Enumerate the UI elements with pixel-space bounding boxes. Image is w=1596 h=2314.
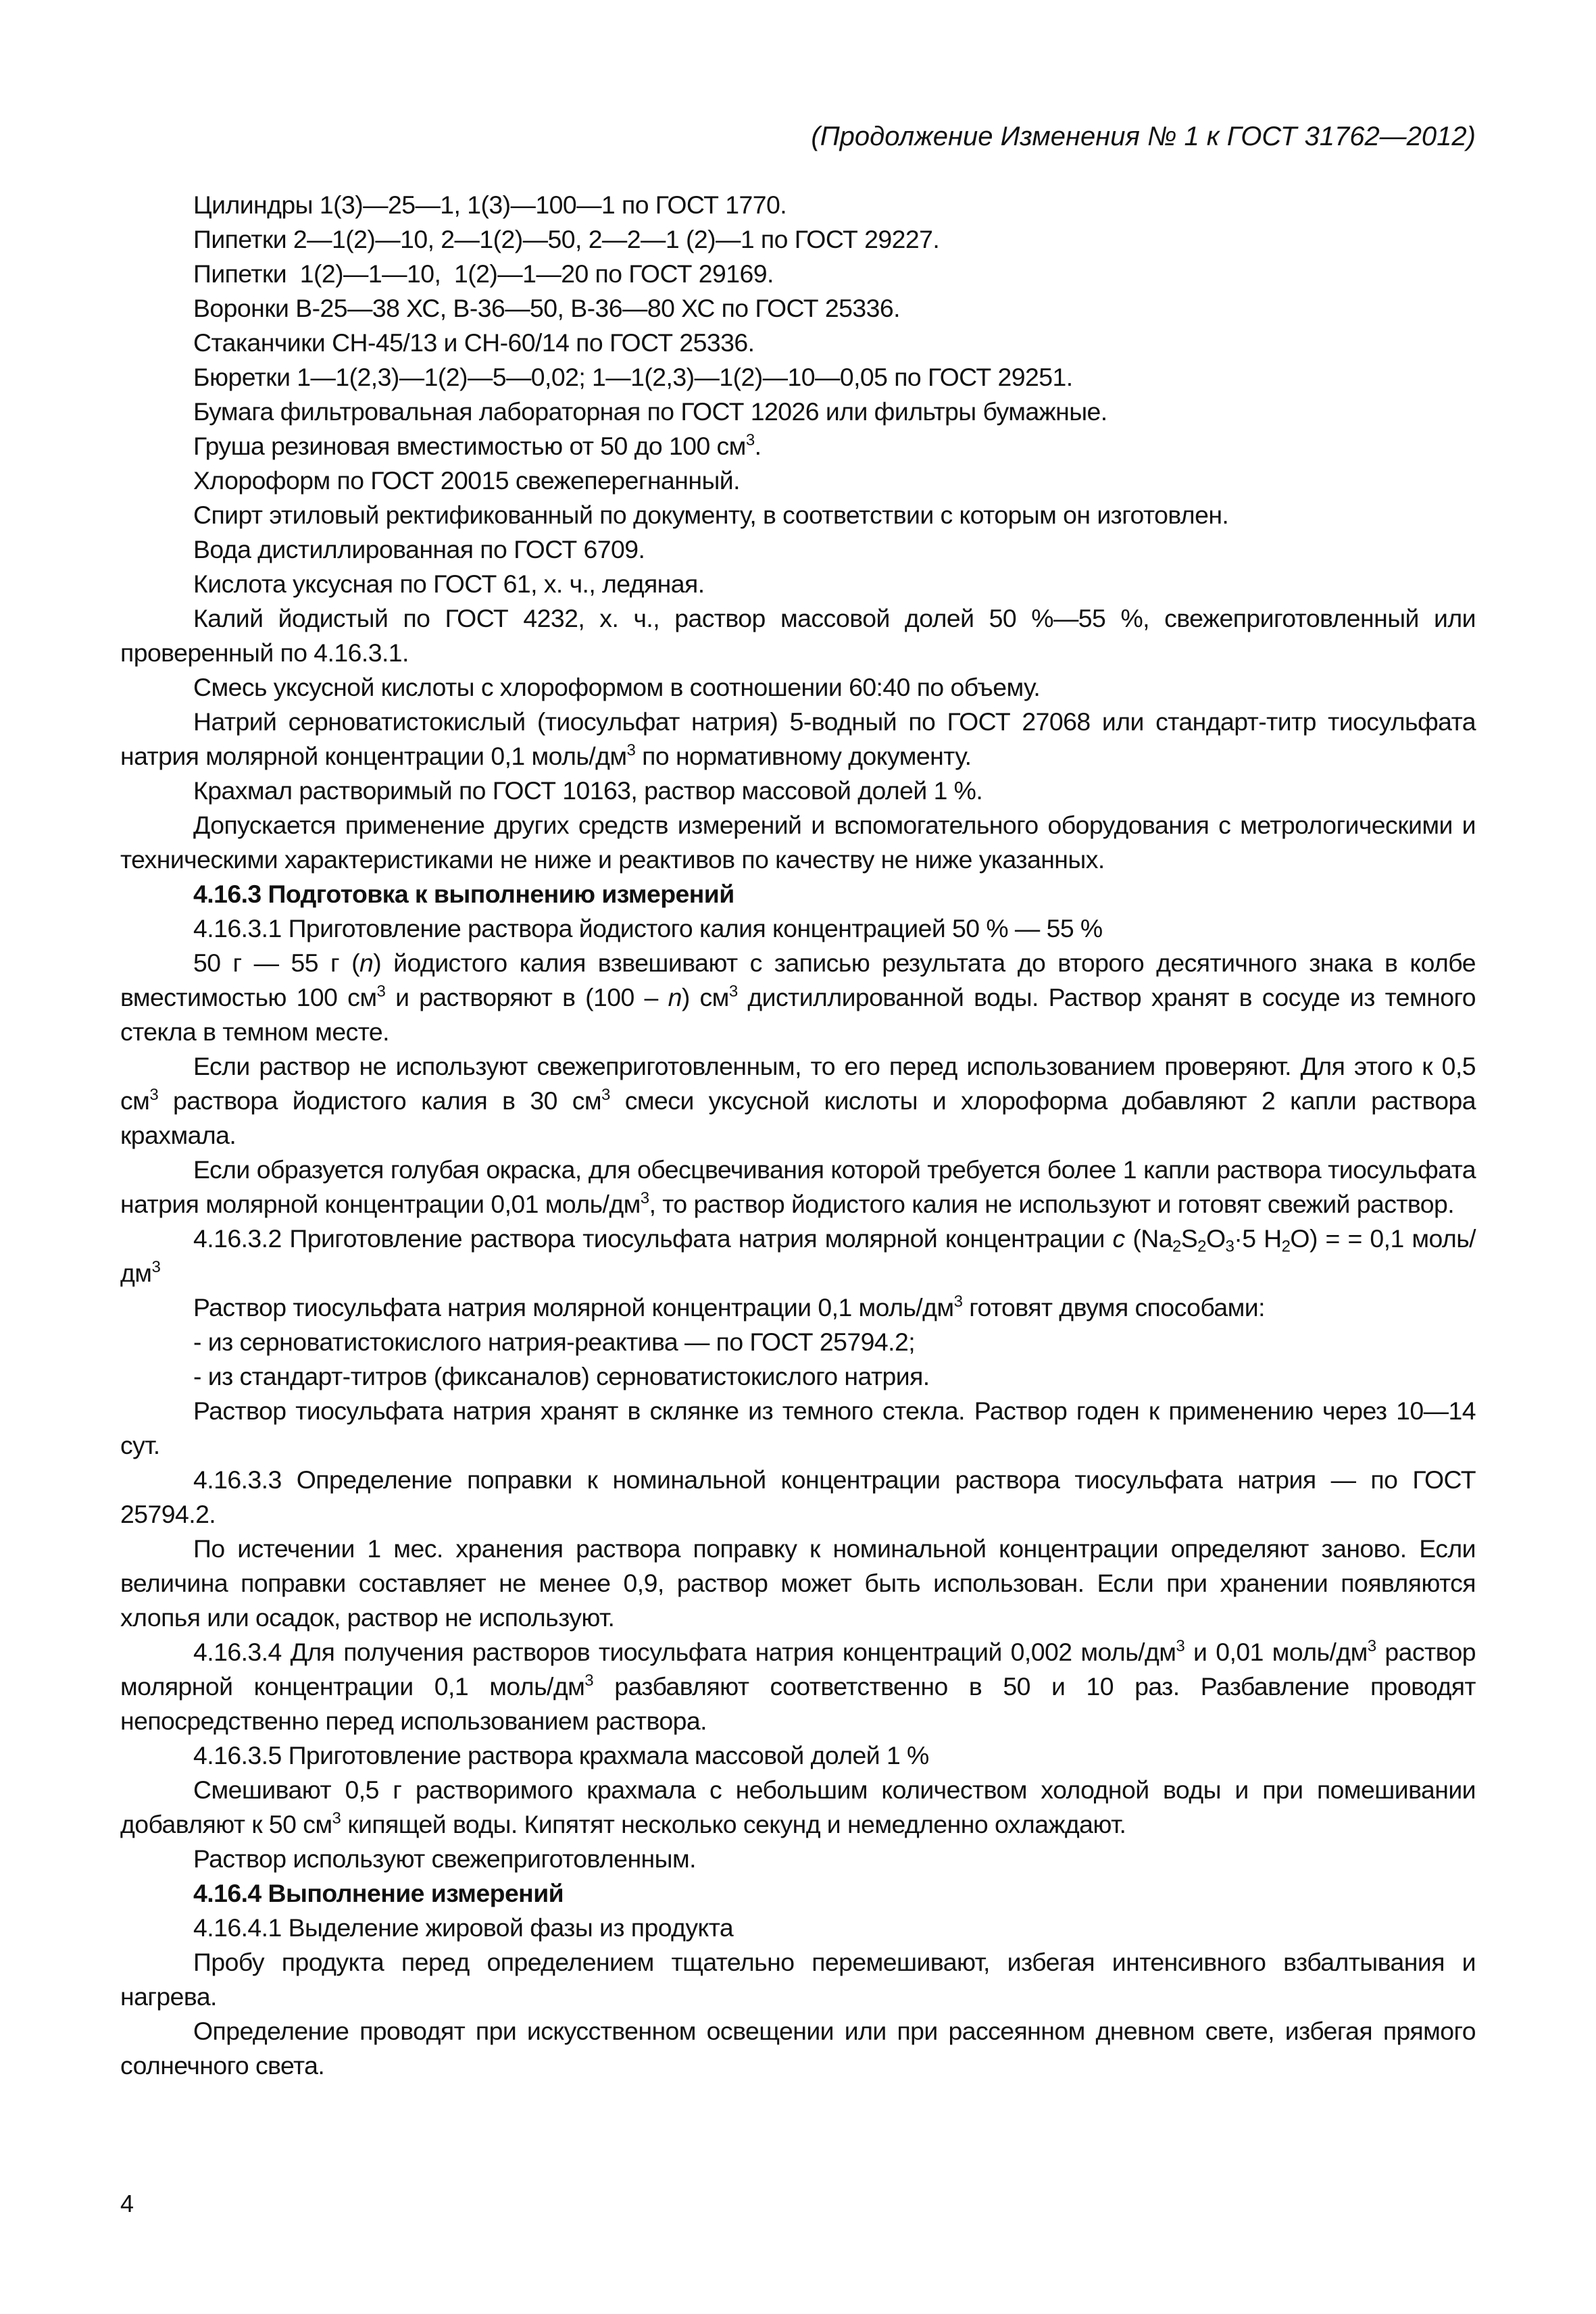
text-run: , то раствор йодистого калия не используют и готовят свежий раствор. bbox=[649, 1190, 1455, 1218]
paragraph bbox=[120, 1153, 1476, 1222]
superscript: 3 bbox=[149, 1086, 159, 1105]
text-run: (Na bbox=[1124, 1224, 1172, 1253]
list-item: - из серноватистокислого натрия-реактива — по ГОСТ 25794.2; bbox=[193, 1328, 916, 1356]
equipment-line: Цилиндры 1(3)—25—1, 1(3)—100—1 по ГОСТ 1770. bbox=[193, 191, 787, 219]
reagent-line: Кислота уксусная по ГОСТ 61, х. ч., ледяная. bbox=[193, 570, 705, 598]
text-run: ·5 H bbox=[1234, 1224, 1282, 1253]
paragraph bbox=[120, 1049, 1476, 1153]
text-run: 4.16.3.2 Приготовление раствора тиосульфата натрия молярной концентрации bbox=[193, 1224, 1113, 1253]
equipment-line: Бюретки 1—1(2,3)—1(2)—5—0,02; 1—1(2,3)—1(2)—10—0,05 по ГОСТ 29251. bbox=[193, 363, 1073, 391]
reagent-line: Вода дистиллированная по ГОСТ 6709. bbox=[193, 535, 645, 563]
text-run: и растворяют в (100 – bbox=[385, 983, 668, 1011]
equipment-line bbox=[120, 429, 1476, 463]
superscript: 3 bbox=[332, 1809, 341, 1828]
reagent-line: Хлороформ по ГОСТ 20015 свежеперегнанный. bbox=[193, 466, 740, 495]
equipment-line: Стаканчики СН-45/13 и СН-60/14 по ГОСТ 25336. bbox=[193, 328, 755, 357]
italic-variable: c bbox=[1112, 1224, 1125, 1253]
text-run: Если образуется голубая окраска, для обесцвечивания которой требуется более 1 капли раствора тиосульфата натрия молярной концентрации 0,01 моль/дм bbox=[120, 1155, 1476, 1218]
text-run: 4.16.3.4 Для получения растворов тиосульфата натрия концентраций 0,002 моль/дм bbox=[193, 1638, 1176, 1666]
section-heading: 4.16.4 Выполнение измерений bbox=[193, 1879, 564, 1907]
reagent-line: Крахмал растворимый по ГОСТ 10163, раствор массовой долей 1 %. bbox=[193, 776, 983, 805]
text-run: раствора йодистого калия в 30 см bbox=[158, 1086, 602, 1115]
text-run: кипящей воды. Кипятят несколько секунд и немедленно охлаждают. bbox=[341, 1810, 1126, 1838]
paragraph: Определение проводят при искусственном освещении или при рассеянном дневном свете, избегая прямого солнечного света. bbox=[120, 2017, 1476, 2080]
page-number: 4 bbox=[120, 2190, 134, 2217]
subsection-title bbox=[120, 1222, 1476, 1290]
paragraph bbox=[120, 946, 1476, 1049]
text-run: S bbox=[1180, 1224, 1198, 1253]
superscript: 3 bbox=[1176, 1637, 1185, 1656]
equipment-line: Бумага фильтровальная лабораторная по ГОСТ 12026 или фильтры бумажные. bbox=[193, 397, 1107, 426]
italic-variable: n bbox=[359, 949, 374, 977]
text-run: раствор молярной концентрации 0,1 моль/дм bbox=[120, 1638, 1476, 1701]
paragraph: Допускается применение других средств измерений и вспомогательного оборудования с метрологическими и техническими характеристиками не ниже и реактивов по качеству не ниже указанных. bbox=[120, 811, 1476, 874]
paragraph: По истечении 1 мес. хранения раствора поправку к номинальной концентрации определяют заново. Если величина поправки составляет не менее 0,9, раствор может быть использован. Если при хранении появляются хлопья или осадок, раствор не используют. bbox=[120, 1534, 1476, 1632]
subscript: 2 bbox=[1281, 1237, 1291, 1256]
text-run: разбавляют соответственно в 50 и 10 раз. Разбавление проводят непосредственно перед использованием раствора. bbox=[120, 1672, 1476, 1735]
subsection-title: 4.16.3.5 Приготовление раствора крахмала массовой долей 1 % bbox=[193, 1741, 929, 1769]
text-run: Смешивают 0,5 г растворимого крахмала с небольшим количеством холодной воды и при помешивании добавляют к 50 см bbox=[120, 1776, 1476, 1838]
text-run: . bbox=[754, 432, 762, 460]
equipment-line: Пипетки 1(2)—1—10, 1(2)—1—20 по ГОСТ 29169. bbox=[193, 259, 774, 288]
superscript: 3 bbox=[640, 1189, 649, 1208]
superscript: 3 bbox=[953, 1292, 963, 1311]
superscript: 3 bbox=[601, 1086, 610, 1105]
superscript: 3 bbox=[728, 982, 738, 1001]
text-run: дистиллированной воды. Раствор хранят в сосуде из темного стекла в темном месте. bbox=[120, 983, 1476, 1046]
reagent-line: Спирт этиловый ректификованный по документу, в соответствии с которым он изготовлен. bbox=[193, 501, 1229, 529]
text-run: Груша резиновая вместимостью от 50 до 100 см bbox=[193, 432, 746, 460]
equipment-line: Пипетки 2—1(2)—10, 2—1(2)—50, 2—2—1 (2)—1 по ГОСТ 29227. bbox=[193, 225, 940, 253]
list-item: - из стандарт-титров (фиксаналов) серноватистокислого натрия. bbox=[193, 1362, 930, 1390]
superscript: 3 bbox=[1367, 1637, 1376, 1656]
subscript: 2 bbox=[1197, 1237, 1206, 1256]
superscript: 3 bbox=[626, 741, 636, 760]
continuation-header: (Продолжение Изменения № 1 к ГОСТ 31762—2012) bbox=[811, 122, 1476, 151]
text-run: O bbox=[1205, 1224, 1226, 1253]
text-run: O) = = 0,1 моль/дм bbox=[120, 1224, 1476, 1287]
paragraph bbox=[120, 1290, 1476, 1325]
subsection-title bbox=[120, 1635, 1476, 1738]
reagent-line: Калий йодистый по ГОСТ 4232, х. ч., раствор массовой долей 50 %—55 %, свежеприготовленный или проверенный по 4.16.3.1. bbox=[120, 604, 1476, 667]
subsection-title: 4.16.4.1 Выделение жировой фазы из продукта bbox=[193, 1913, 734, 1942]
equipment-line: Воронки В-25—38 ХС, В-36—50, В-36—80 ХС по ГОСТ 25336. bbox=[193, 294, 900, 322]
text-run: Раствор тиосульфата натрия молярной концентрации 0,1 моль/дм bbox=[193, 1293, 954, 1322]
text-run: ) см bbox=[681, 983, 729, 1011]
paragraph: Пробу продукта перед определением тщательно перемешивают, избегая интенсивного взбалтывания и нагрева. bbox=[120, 1948, 1476, 2011]
italic-variable: n bbox=[668, 983, 682, 1011]
text-run: 50 г — 55 г ( bbox=[193, 949, 359, 977]
reagent-line bbox=[120, 705, 1476, 774]
text-run: Если раствор не используют свежеприготовленным, то его перед использованием проверяют. Для этого к 0,5 см bbox=[120, 1052, 1476, 1115]
paragraph: Раствор тиосульфата натрия хранят в склянке из темного стекла. Раствор годен к применению через 10—14 сут. bbox=[120, 1397, 1476, 1459]
subscript: 3 bbox=[1225, 1237, 1235, 1256]
text-run: Натрий серноватистокислый (тиосульфат натрия) 5-водный по ГОСТ 27068 или стандарт-титр тиосульфата натрия молярной концентрации 0,1 моль/дм bbox=[120, 707, 1476, 770]
section-heading: 4.16.3 Подготовка к выполнению измерений bbox=[193, 880, 734, 908]
superscript: 3 bbox=[745, 431, 755, 450]
paragraph: Раствор используют свежеприготовленным. bbox=[193, 1844, 696, 1873]
text-run: по нормативному документу. bbox=[635, 742, 972, 770]
text-run: смеси уксусной кислоты и хлороформа добавляют 2 капли раствора крахмала. bbox=[120, 1086, 1476, 1149]
superscript: 3 bbox=[584, 1671, 594, 1690]
document-body bbox=[120, 188, 1476, 2083]
superscript: 3 bbox=[376, 982, 386, 1001]
subsection-title: 4.16.3.1 Приготовление раствора йодистого калия концентрацией 50 % — 55 % bbox=[193, 914, 1103, 942]
text-run: ) йодистого калия взвешивают с записью результата до второго десятичного знака в колбе вместимостью 100 см bbox=[120, 949, 1476, 1011]
text-run: готовят двумя способами: bbox=[962, 1293, 1265, 1322]
subsection-title: 4.16.3.3 Определение поправки к номинальной концентрации раствора тиосульфата натрия — по ГОСТ 25794.2. bbox=[120, 1465, 1476, 1528]
superscript: 3 bbox=[151, 1258, 161, 1277]
reagent-line: Смесь уксусной кислоты с хлороформом в соотношении 60:40 по объему. bbox=[193, 673, 1041, 701]
text-run: и 0,01 моль/дм bbox=[1184, 1638, 1368, 1666]
subscript: 2 bbox=[1172, 1237, 1181, 1256]
paragraph bbox=[120, 1773, 1476, 1842]
